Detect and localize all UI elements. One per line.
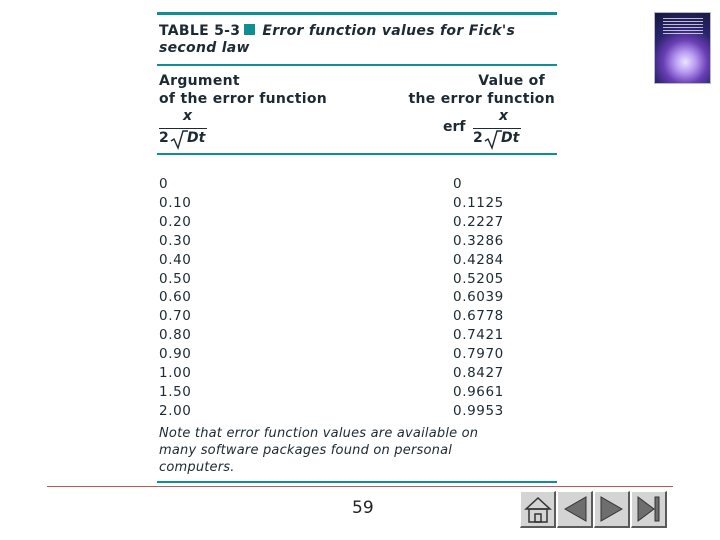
title-square-icon <box>244 24 255 35</box>
value-column <box>453 175 504 421</box>
table-cell: 0.7421 <box>453 327 504 344</box>
page-number: 59 <box>352 498 374 518</box>
book-cover-image <box>654 12 711 84</box>
table-row: 1.50 <box>159 383 192 400</box>
table-cell: 0.9953 <box>453 402 504 419</box>
title-rule <box>157 64 557 66</box>
table-row: 0.50 <box>159 270 192 287</box>
table-cell: 0.8427 <box>453 365 504 382</box>
header-argument: Argument of the error function <box>159 73 328 107</box>
table-row: 0.60 <box>159 289 192 306</box>
end-button[interactable] <box>631 491 667 528</box>
error-function-table <box>157 12 557 484</box>
table-cell: 0.1125 <box>453 194 504 211</box>
next-button[interactable] <box>594 491 630 528</box>
value-fraction: erf x 2 Dt <box>443 108 555 152</box>
table-cell: 0.9661 <box>453 383 504 400</box>
sqrt-icon <box>170 130 188 150</box>
header-value: Value of the error function <box>408 73 555 107</box>
home-button[interactable] <box>520 491 556 528</box>
header-rule <box>157 153 557 155</box>
table-note: Note that error function values are available on many software packages found on personal computers. <box>159 426 479 475</box>
table-cell: 0 <box>453 176 463 192</box>
argument-column <box>159 175 191 421</box>
table-cell: 0.5205 <box>453 270 504 287</box>
end-icon <box>632 492 666 527</box>
cover-title-lines <box>663 18 703 34</box>
home-icon <box>521 492 555 527</box>
table-cell: 0.4284 <box>453 251 504 268</box>
table-cell: 0.6039 <box>453 289 504 306</box>
table-row: 0.30 <box>159 232 192 249</box>
bottom-rule <box>157 481 557 483</box>
table-row: 0.10 <box>159 194 192 211</box>
previous-button[interactable] <box>557 491 593 528</box>
sqrt-icon-2 <box>484 130 502 150</box>
argument-fraction: x 2 Dt <box>159 108 219 152</box>
table-row: 1.00 <box>159 365 192 382</box>
table-row: 0.80 <box>159 327 192 344</box>
table-number: TABLE 5-3 <box>159 23 241 39</box>
table-row: 0 <box>159 176 169 192</box>
table-cell: 0.7970 <box>453 346 504 363</box>
table-title-text: Error function values for Fick's <box>262 23 516 39</box>
table-row: 0.70 <box>159 308 192 325</box>
previous-icon <box>558 492 592 527</box>
table-cell: 0.3286 <box>453 232 504 249</box>
table-title-text-2: second law <box>159 40 250 56</box>
table-cell: 0.2227 <box>453 213 504 230</box>
next-icon <box>595 492 629 527</box>
footer-divider <box>47 486 673 487</box>
table-cell: 0.6778 <box>453 308 504 325</box>
table-row: 2.00 <box>159 402 192 419</box>
table-row: 0.40 <box>159 251 192 268</box>
top-rule <box>157 12 557 15</box>
table-row: 0.90 <box>159 346 192 363</box>
table-row: 0.20 <box>159 213 192 230</box>
table-title <box>159 23 555 57</box>
